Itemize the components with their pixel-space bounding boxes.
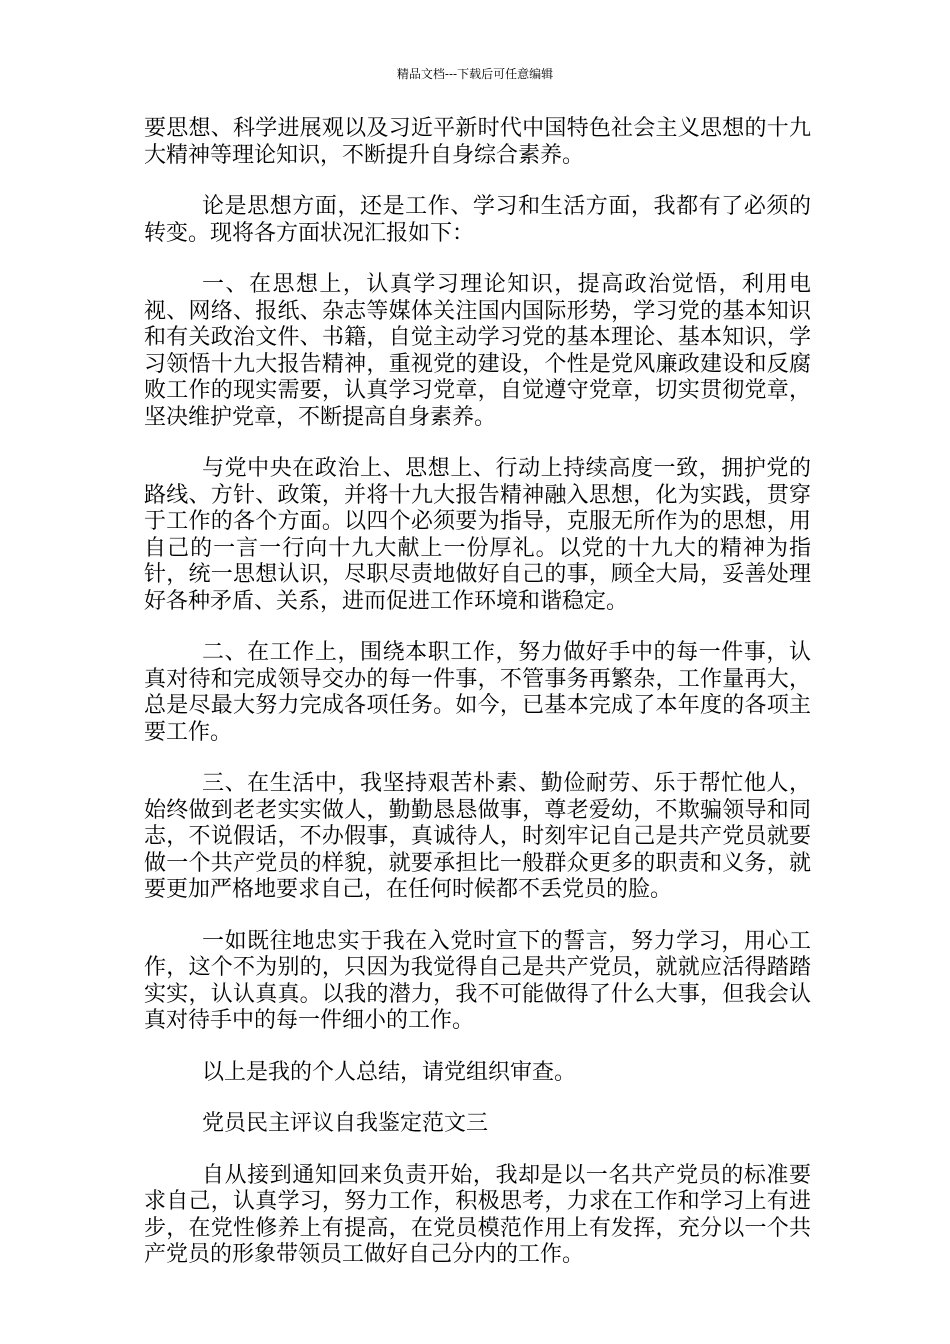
paragraph-work: 二、在工作上，围绕本职工作，努力做好手中的每一件事，认真对待和完成领导交办的每一件事，不管事务再繁杂，工作量再大，总是尽最大努力完成各项任务。如今，已基本完成了本年度的各项主要工作。	[144, 640, 811, 745]
paragraph-commitment: 一如既往地忠实于我在入党时宣下的誓言，努力学习，用心工作，这个不为别的，只因为我觉得自己是共产党员，就就应活得踏踏实实，认认真真。以我的潜力，我不可能做得了什么大事，但我会认真对待手中的每一件细小的工作。	[144, 928, 811, 1033]
paragraph-thought: 一、在思想上，认真学习理论知识，提高政治觉悟，利用电视、网络、报纸、杂志等媒体关注国内国际形势，学习党的基本知识和有关政治文件、书籍，自觉主动学习党的基本理论、基本知识，学习领悟十九大报告精神，重视党的建设，个性是党风廉政建设和反腐败工作的现实需要，认真学习党章，自觉遵守党章，切实贯彻党章，坚决维护党章，不断提高自身素养。	[144, 272, 811, 430]
paragraph-life: 三、在生活中，我坚持艰苦朴素、勤俭耐劳、乐于帮忙他人，始终做到老老实实做人，勤勤恳恳做事，尊老爱幼，不欺骗领导和同志，不说假话，不办假事，真诚待人，时刻牢记自己是共产党员就要做一个共产党员的样貌，就要承担比一般群众更多的职责和义务，就要更加严格地要求自己，在任何时候都不丢党员的脸。	[144, 771, 811, 902]
paragraph-intro: 论是思想方面，还是工作、学习和生活方面，我都有了必须的转变。现将各方面状况汇报如下：	[144, 194, 811, 246]
paragraph-party-alignment: 与党中央在政治上、思想上、行动上持续高度一致，拥护党的路线、方针、政策，并将十九大报告精神融入思想，化为实践，贯穿于工作的各个方面。以四个必须要为指导，克服无所作为的思想，用自己的一言一行向十九大献上一份厚礼。以党的十九大的精神为指针，统一思想认识，尽职尽责地做好自己的事，顾全大局，妥善处理好各种矛盾、关系，进而促进工作环境和谐稳定。	[144, 456, 811, 614]
paragraph-continuation: 要思想、科学进展观以及习近平新时代中国特色社会主义思想的十九大精神等理论知识，不断提升自身综合素养。	[144, 116, 811, 168]
paragraph-summary: 以上是我的个人总结，请党组织审查。	[202, 1059, 577, 1085]
document-body	[144, 116, 811, 1294]
paragraph-closing: 自从接到通知回来负责开始，我却是以一名共产党员的标准要求自己，认真学习，努力工作，积极思考，力求在工作和学习上有进步，在党性修养上有提高，在党员模范作用上有发挥，充分以一个共产党员的形象带领员工做好自己分内的工作。	[144, 1162, 811, 1267]
page-header: 精品文档---下载后可任意编辑	[396, 67, 554, 81]
section-title: 党员民主评议自我鉴定范文三	[202, 1111, 489, 1136]
